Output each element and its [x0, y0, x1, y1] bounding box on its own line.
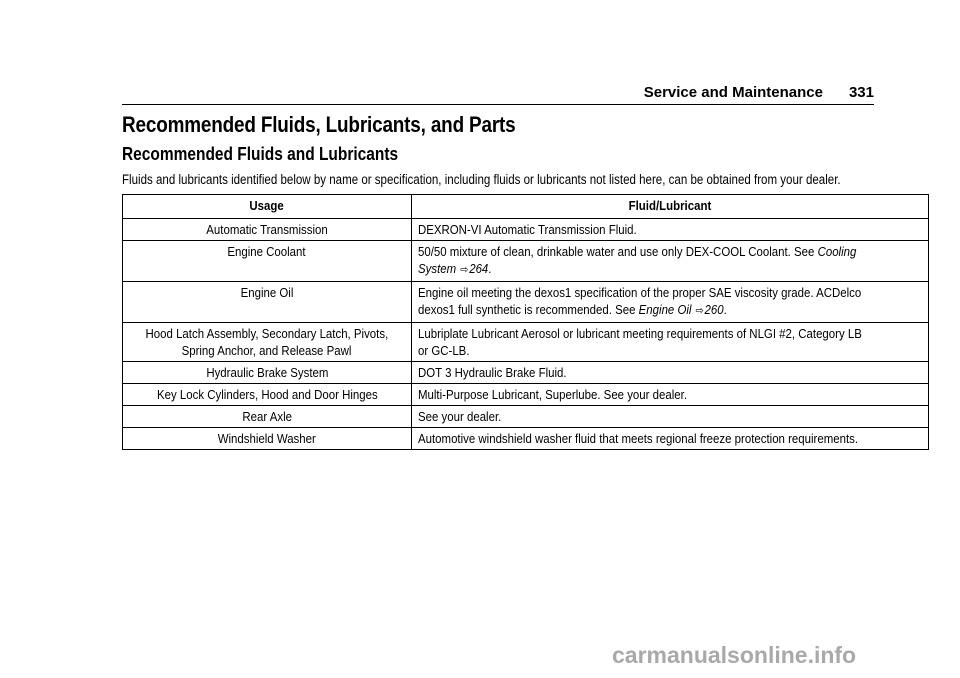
page-title: Recommended Fluids, Lubricants, and Parts	[122, 112, 516, 137]
fluid-cell: DOT 3 Hydraulic Brake Fluid.	[411, 362, 928, 384]
running-header	[0, 84, 874, 101]
table-row	[123, 241, 929, 282]
column-header-fluid: Fluid/Lubricant	[411, 195, 928, 219]
header-rule	[122, 104, 874, 105]
table-row	[123, 428, 929, 450]
table-row	[123, 362, 929, 384]
page-ref-arrow-icon: ⇨	[695, 305, 704, 317]
section-heading: Recommended Fluids and Lubricants	[122, 144, 399, 164]
usage-cell: Automatic Transmission	[123, 219, 412, 241]
table-header-row	[123, 195, 929, 219]
page-reference[interactable]: 264	[469, 261, 489, 276]
page-reference[interactable]: 260	[704, 302, 724, 317]
intro-paragraph: Fluids and lubricants identified below by name or specification, including fluids or lubricants not listed here, can be obtained from your dealer.	[122, 172, 841, 187]
usage-cell: Hood Latch Assembly, Secondary Latch, Pivots, Spring Anchor, and Release Pawl	[123, 323, 412, 362]
watermark: carmanualsonline.info	[612, 642, 857, 668]
table-row	[123, 219, 929, 241]
table-row	[123, 406, 929, 428]
cross-reference-link[interactable]: Engine Oil	[638, 302, 692, 317]
table-row	[123, 282, 929, 323]
fluid-cell: See your dealer.	[411, 406, 928, 428]
usage-cell: Key Lock Cylinders, Hood and Door Hinges	[123, 384, 412, 406]
fluid-cell: DEXRON-VI Automatic Transmission Fluid.	[411, 219, 928, 241]
cross-reference-link-cont[interactable]: System	[417, 261, 456, 276]
usage-cell: Hydraulic Brake System	[123, 362, 412, 384]
fluids-table	[122, 194, 929, 450]
fluid-cell: Multi-Purpose Lubricant, Superlube. See your dealer.	[411, 384, 928, 406]
fluid-cell: Automotive windshield washer fluid that meets regional freeze protection requirements.	[411, 428, 928, 450]
usage-cell: Windshield Washer	[123, 428, 412, 450]
usage-cell: Engine Oil	[123, 282, 412, 323]
fluid-cell: Engine oil meeting the dexos1 specification of the proper SAE viscosity grade. ACDelco dexos1 full synthetic is recommended. See Engine Oil ⇨260.	[411, 282, 928, 323]
section-title: Service and Maintenance	[643, 84, 823, 101]
page-ref-arrow-icon: ⇨	[460, 264, 469, 276]
cross-reference-link[interactable]: Cooling	[817, 244, 857, 259]
table-row	[123, 384, 929, 406]
usage-cell: Rear Axle	[123, 406, 412, 428]
table-row	[123, 323, 929, 362]
fluid-cell: 50/50 mixture of clean, drinkable water and use only DEX-COOL Coolant. See Cooling System ⇨264.	[411, 241, 928, 282]
usage-cell: Engine Coolant	[123, 241, 412, 282]
page-number: 331	[848, 84, 874, 101]
column-header-usage: Usage	[123, 195, 412, 219]
fluid-cell: Lubriplate Lubricant Aerosol or lubricant meeting requirements of NLGI #2, Category LB or GC-LB.	[411, 323, 928, 362]
